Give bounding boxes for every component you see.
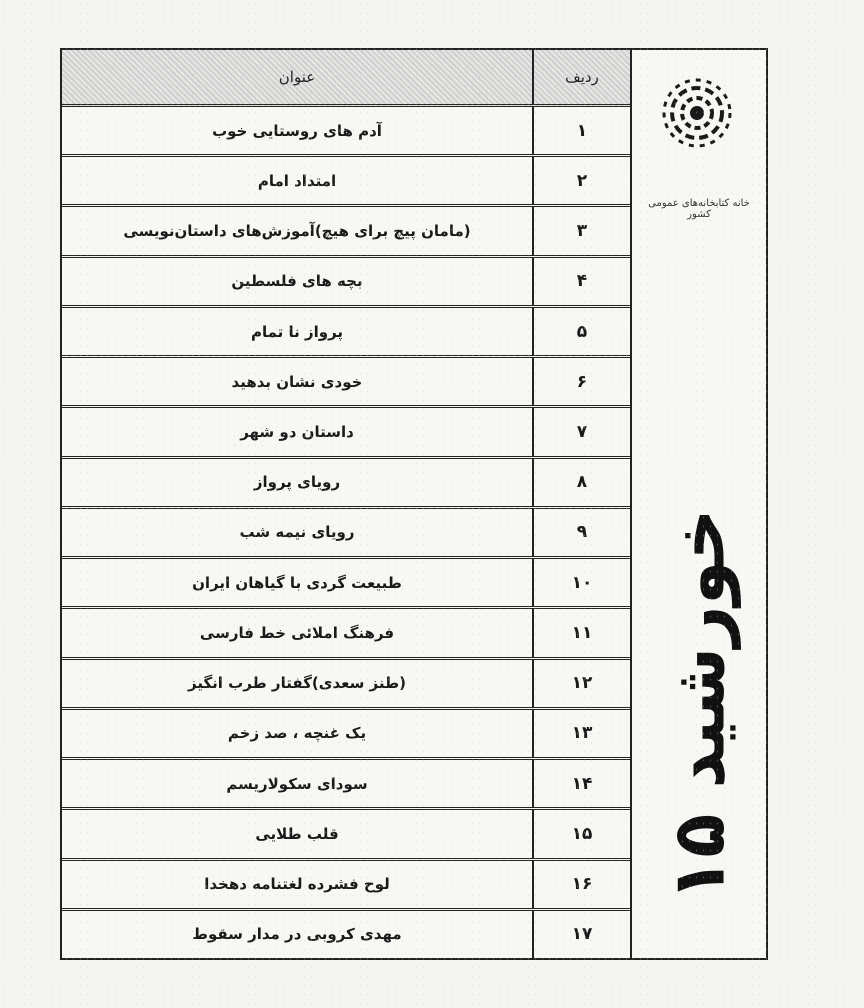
table-row (62, 861, 630, 911)
row-number-cell (532, 509, 630, 556)
row-number: ۲ (576, 170, 588, 191)
row-number: ۱۴ (571, 773, 593, 794)
header-number-label: ردیف (565, 68, 599, 86)
row-number-cell (532, 107, 630, 154)
row-title-cell (62, 107, 532, 154)
row-title-cell (62, 157, 532, 204)
row-title-cell (62, 358, 532, 405)
row-number: ۷ (576, 422, 588, 443)
sidebar-panel (632, 50, 766, 958)
row-title-cell (62, 911, 532, 958)
row-title-cell (62, 861, 532, 908)
row-number-cell (532, 810, 630, 857)
book-title: داستان دو شهر (240, 423, 354, 442)
row-title-cell (62, 710, 532, 757)
table-row (62, 258, 630, 308)
book-title: رویای پرواز (253, 473, 341, 492)
row-number: ۵ (576, 321, 588, 342)
book-title: مهدی کروبی در مدار سقوط (192, 925, 402, 944)
table-row (62, 509, 630, 559)
row-number-cell (532, 710, 630, 757)
row-number: ۱۲ (571, 673, 593, 694)
row-number-cell (532, 559, 630, 606)
book-title: لوح فشرده لغتنامه دهخدا (204, 875, 390, 894)
row-title-cell (62, 660, 532, 707)
table-row (62, 358, 630, 408)
organization-name: خانه کتابخانه‌های عمومی کشور (648, 198, 750, 220)
book-title: سودای سکولاریسم (226, 774, 368, 793)
table-row (62, 107, 630, 157)
row-number-cell (532, 207, 630, 254)
book-title: آدم های روستایی خوب (212, 121, 382, 140)
header-number-cell (532, 50, 630, 104)
series-title (640, 460, 758, 950)
row-title-cell (62, 559, 532, 606)
table-row (62, 157, 630, 207)
book-title: (طنز سعدی)گفتار طرب انگیز (188, 674, 406, 693)
table-body (62, 107, 630, 958)
row-title-cell (62, 207, 532, 254)
row-number: ۶ (576, 371, 588, 392)
row-number: ۱۷ (571, 924, 593, 945)
library-logo-icon (660, 76, 734, 150)
table-row (62, 408, 630, 458)
header-title-cell (62, 50, 532, 104)
book-title: (مامان پیچ برای هیچ)آموزش‌های داستان‌نویسی (123, 222, 471, 241)
row-number-cell (532, 308, 630, 355)
book-title: طبیعت گردی با گیاهان ایران (192, 573, 402, 592)
row-number: ۱۵ (571, 823, 593, 844)
row-title-cell (62, 258, 532, 305)
row-number-cell (532, 258, 630, 305)
row-number-cell (532, 459, 630, 506)
row-number: ۸ (576, 472, 588, 493)
row-number-cell (532, 609, 630, 656)
row-number-cell (532, 911, 630, 958)
row-number: ۹ (576, 522, 588, 543)
table-header (62, 50, 630, 107)
table-row (62, 911, 630, 958)
row-title-cell (62, 308, 532, 355)
book-title: قلب طلایی (255, 824, 339, 843)
row-number-cell (532, 408, 630, 455)
row-number-cell (532, 760, 630, 807)
row-number: ۴ (576, 271, 588, 292)
series-title-text: خورشید ۱۵ (657, 508, 742, 902)
header-title-label: عنوان (278, 68, 316, 86)
table-row (62, 609, 630, 659)
row-title-cell (62, 408, 532, 455)
table-row (62, 660, 630, 710)
book-title: یک غنچه ، صد زخم (227, 724, 367, 743)
book-title: بچه های فلسطین (231, 272, 363, 291)
row-number: ۱۳ (571, 723, 593, 744)
book-title: پرواز نا تمام (250, 322, 344, 341)
table-row (62, 459, 630, 509)
table-row (62, 308, 630, 358)
row-number-cell (532, 157, 630, 204)
document-frame (60, 48, 768, 960)
row-number: ۱۶ (571, 874, 593, 895)
row-title-cell (62, 459, 532, 506)
row-number: ۱۱ (571, 622, 593, 643)
book-title: رویای نیمه شب (239, 523, 355, 542)
row-title-cell (62, 609, 532, 656)
table-row (62, 710, 630, 760)
row-title-cell (62, 509, 532, 556)
row-title-cell (62, 760, 532, 807)
table-row (62, 760, 630, 810)
row-title-cell (62, 810, 532, 857)
row-number-cell (532, 861, 630, 908)
row-number-cell (532, 358, 630, 405)
book-list-table (62, 50, 632, 958)
row-number-cell (532, 660, 630, 707)
table-row (62, 559, 630, 609)
row-number: ۳ (576, 221, 588, 242)
book-title: خودی نشان بدهید (231, 372, 363, 391)
row-number: ۱۰ (571, 572, 593, 593)
table-row (62, 207, 630, 257)
table-row (62, 810, 630, 860)
book-title: امتداد امام (257, 171, 337, 190)
row-number: ۱ (576, 120, 588, 141)
book-title: فرهنگ املائی خط فارسی (199, 623, 395, 642)
